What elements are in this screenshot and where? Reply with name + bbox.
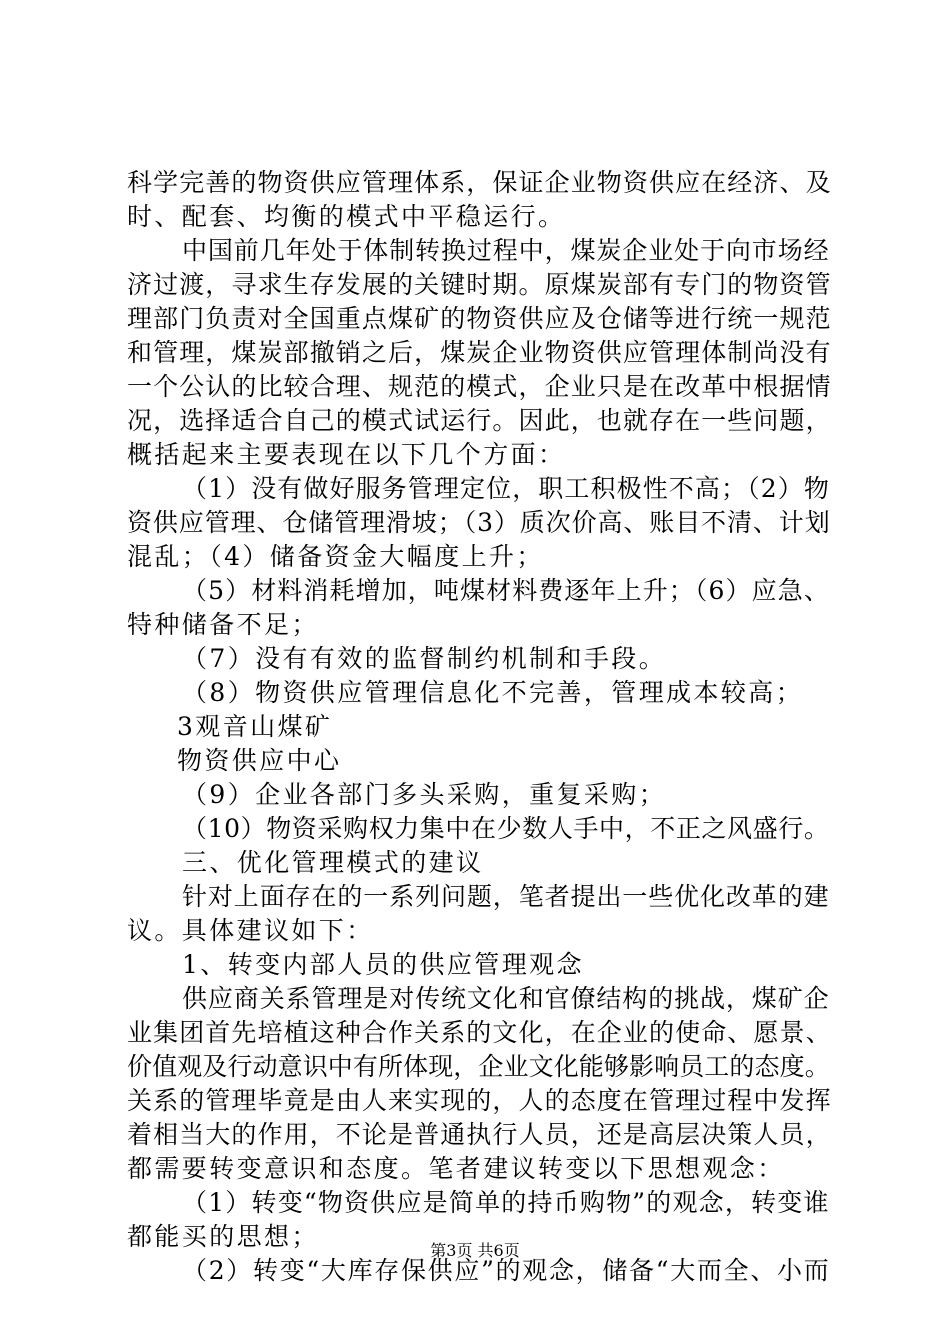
text-line: （1）没有做好服务管理定位，职工积极性不高；（2）物 [182, 474, 830, 503]
section-heading: 三、优化管理模式的建议 [182, 848, 484, 877]
text-line: 资供应管理、仓储管理滑坡；（3）质次价高、账目不清、计划 [127, 508, 831, 537]
text-line: 一个公认的比较合理、规范的模式，企业只是在改革中根据情 [127, 372, 832, 401]
text-line: 济过渡，寻求生存发展的关键时期。原煤炭部有专门的物资管 [127, 270, 832, 299]
text-line: （9）企业各部门多头采购，重复采购； [182, 780, 667, 809]
text-line: 针对上面存在的一系列问题，笔者提出一些优化改革的建 [182, 882, 830, 911]
text-line: 况，选择适合自己的模式试运行。因此，也就存在一些问题， [127, 406, 832, 435]
text-line: 着相当大的作用，不论是普通执行人员，还是高层决策人员， [127, 1120, 832, 1149]
text-line: 议。具体建议如下： [127, 916, 374, 945]
text-line: 价值观及行动意识中有所体现，企业文化能够影响员工的态度。 [127, 1052, 830, 1081]
text-line: （2）转变“大库存保供应”的观念，储备“大而全、小而 [182, 1256, 831, 1285]
text-line: 3观音山煤矿 [177, 712, 333, 741]
text-line: 中国前几年处于体制转换过程中，煤炭企业处于向市场经 [182, 236, 830, 265]
text-line: 科学完善的物资供应管理体系，保证企业物资供应在经济、及 [127, 168, 832, 197]
text-line: 概括起来主要表现在以下几个方面： [127, 440, 566, 469]
text-line: （7）没有有效的监督制约机制和手段。 [182, 644, 667, 673]
text-line: （5）材料消耗增加，吨煤材料费逐年上升；（6）应急、 [182, 576, 830, 605]
text-line: 供应商关系管理是对传统文化和官僚结构的挑战，煤矿企 [182, 984, 830, 1013]
subsection-heading: 1、转变内部人员的供应管理观念 [182, 950, 584, 979]
text-line: （8）物资供应管理信息化不完善，管理成本较高； [182, 678, 804, 707]
text-line: 业集团首先培植这种合作关系的文化，在企业的使命、愿景、 [127, 1018, 832, 1047]
text-line: 关系的管理毕竟是由人来实现的，人的态度在管理过程中发挥 [127, 1086, 832, 1115]
text-line: （10）物资采购权力集中在少数人手中，不正之风盛行。 [182, 814, 830, 843]
text-line: 混乱；（4）储备资金大幅度上升； [127, 542, 544, 571]
page-footer: 第3页 共6页 [430, 1241, 520, 1260]
text-line: 都需要转变意识和态度。笔者建议转变以下思想观念： [127, 1154, 785, 1183]
text-line: （1）转变“物资供应是简单的持币购物”的观念，转变谁 [182, 1188, 830, 1217]
text-line: 时、配套、均衡的模式中平稳运行。 [127, 202, 566, 231]
text-line: 理部门负责对全国重点煤矿的物资供应及仓储等进行统一规范 [127, 304, 832, 333]
text-line: 和管理，煤炭部撤销之后，煤炭企业物资供应管理体制尚没有 [127, 338, 832, 367]
text-line: 都能买的思想； [127, 1222, 319, 1251]
text-line: 特种储备不足； [127, 610, 319, 639]
text-line: 物资供应中心 [177, 746, 342, 775]
